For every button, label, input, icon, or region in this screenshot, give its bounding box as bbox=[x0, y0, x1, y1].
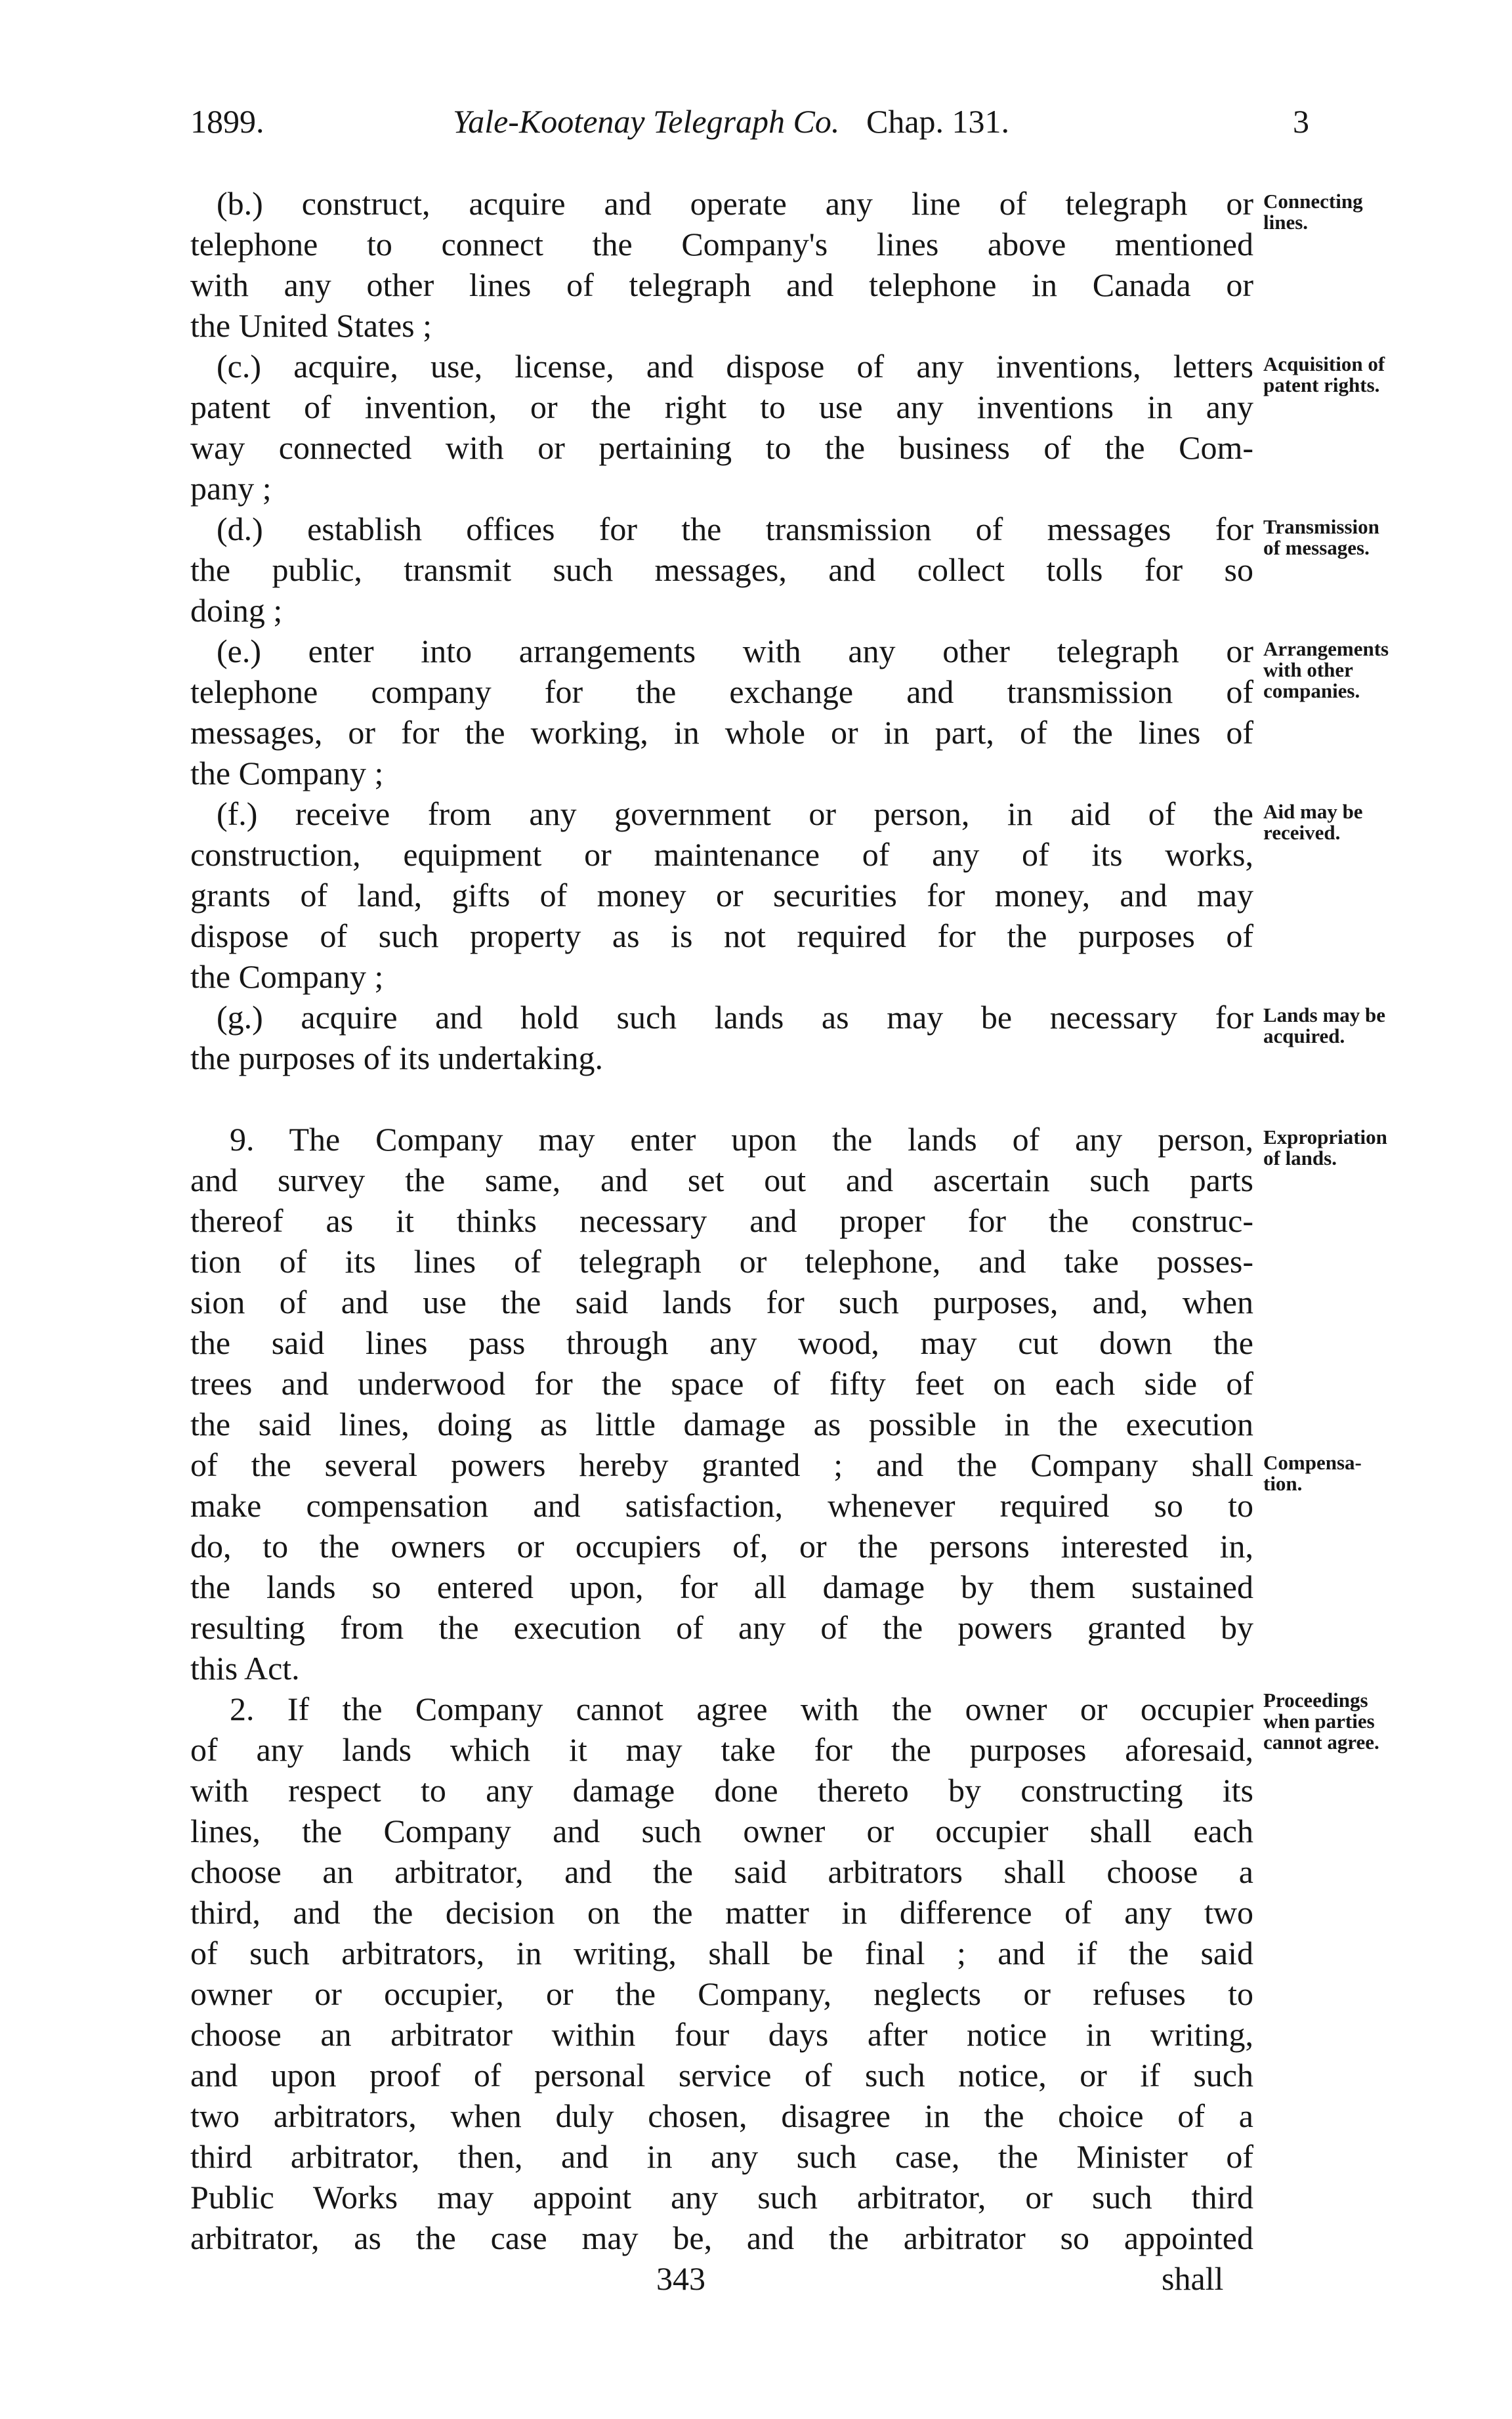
text-line: the said lines pass through any wood, may cut down the bbox=[190, 1324, 1253, 1361]
text-line: of the several powers hereby granted ; and the Company shall bbox=[190, 1446, 1253, 1483]
text-line: telephone company for the exchange and transmission of bbox=[190, 673, 1253, 710]
text-line: doing ; bbox=[190, 592, 283, 629]
text-line: with any other lines of telegraph and telephone in Canada or bbox=[190, 266, 1253, 303]
text-line: and upon proof of personal service of such notice, or if such bbox=[190, 2057, 1253, 2093]
text-line: (e.) enter into arrangements with any other telegraph or bbox=[217, 633, 1253, 669]
text-line: the said lines, doing as little damage as possible in the execution bbox=[190, 1406, 1253, 1442]
text-line: and survey the same, and set out and ascertain such parts bbox=[190, 1162, 1253, 1198]
text-line: the public, transmit such messages, and collect tolls for so bbox=[190, 551, 1253, 588]
text-line: do, to the owners or occupiers of, or the persons interested in, bbox=[190, 1528, 1253, 1565]
side-note: Proceedings when parties cannot agree. bbox=[1263, 1689, 1379, 1754]
text-line: messages, or for the working, in whole or in part, of the lines of bbox=[190, 714, 1253, 751]
text-line: thereof as it thinks necessary and proper for the construc- bbox=[190, 1202, 1253, 1239]
text-line: two arbitrators, when duly chosen, disagree in the choice of a bbox=[190, 2097, 1253, 2134]
text-line: of such arbitrators, in writing, shall be final ; and if the said bbox=[190, 1935, 1253, 1971]
side-note: Aid may be received. bbox=[1263, 800, 1363, 844]
side-note: Arrangements with other companies. bbox=[1263, 637, 1389, 702]
text-line: tion of its lines of telegraph or telephone, and take posses- bbox=[190, 1243, 1253, 1280]
side-note: Connecting lines. bbox=[1263, 190, 1363, 234]
text-line: (d.) establish offices for the transmission of messages for bbox=[217, 511, 1253, 547]
text-line: the Company ; bbox=[190, 755, 384, 791]
text-line: choose an arbitrator, and the said arbitrators shall choose a bbox=[190, 1853, 1253, 1890]
side-note: Lands may be acquired. bbox=[1263, 1003, 1386, 1047]
text-line: the lands so entered upon, for all damage by them sustained bbox=[190, 1568, 1253, 1605]
catchword: shall bbox=[1162, 2260, 1224, 2297]
text-line: telephone to connect the Company's lines above mentioned bbox=[190, 226, 1253, 263]
text-line: (b.) construct, acquire and operate any line of telegraph or bbox=[217, 185, 1253, 222]
text-line: owner or occupier, or the Company, neglects or refuses to bbox=[190, 1975, 1253, 2012]
section-9-first-line: 9. The Company may enter upon the lands of any person, bbox=[230, 1121, 1253, 1158]
text-line: third arbitrator, then, and in any such case, the Minister of bbox=[190, 2138, 1253, 2175]
text-line: resulting from the execution of any of the powers granted by bbox=[190, 1609, 1253, 1646]
running-header bbox=[190, 98, 1309, 144]
text-line: third, and the decision on the matter in difference of any two bbox=[190, 1894, 1253, 1931]
text-line: patent of invention, or the right to use any inventions in any bbox=[190, 389, 1253, 425]
text-line: (f.) receive from any government or person, in aid of the bbox=[217, 795, 1253, 832]
text-line: the purposes of its undertaking. bbox=[190, 1040, 604, 1076]
text-line: dispose of such property as is not required for the purposes of bbox=[190, 917, 1253, 954]
side-note: Transmission of messages. bbox=[1263, 515, 1379, 559]
subsection-2-first-line: 2. If the Company cannot agree with the owner or occupier bbox=[230, 1691, 1253, 1727]
text-line: trees and underwood for the space of fifty feet on each side of bbox=[190, 1365, 1253, 1402]
text-line: arbitrator, as the case may be, and the arbitrator so appointed bbox=[190, 2219, 1253, 2256]
text-line: the Company ; bbox=[190, 958, 384, 995]
folio-number: 343 bbox=[656, 2260, 705, 2297]
text-line: (c.) acquire, use, license, and dispose of any inventions, letters bbox=[217, 348, 1253, 385]
text-line: (g.) acquire and hold such lands as may be necessary for bbox=[217, 999, 1253, 1036]
text-line: sion of and use the said lands for such purposes, and, when bbox=[190, 1284, 1253, 1320]
text-line: pany ; bbox=[190, 470, 272, 507]
header-page-number: 3 bbox=[1293, 103, 1309, 140]
header-chapter: Chap. 131. bbox=[866, 103, 1010, 140]
text-line: this Act. bbox=[190, 1650, 300, 1687]
side-note: Expropriation of lands. bbox=[1263, 1125, 1387, 1169]
text-line: with respect to any damage done thereto by constructing its bbox=[190, 1772, 1253, 1809]
text-line: construction, equipment or maintenance of any of its works, bbox=[190, 836, 1253, 873]
text-line: grants of land, gifts of money or securities for money, and may bbox=[190, 877, 1253, 914]
text-line: of any lands which it may take for the purposes aforesaid, bbox=[190, 1731, 1253, 1768]
header-year: 1899. bbox=[190, 103, 264, 140]
text-line: the United States ; bbox=[190, 307, 432, 344]
text-line: Public Works may appoint any such arbitrator, or such third bbox=[190, 2179, 1253, 2216]
text-line: way connected with or pertaining to the business of the Com- bbox=[190, 429, 1253, 466]
header-title: Yale-Kootenay Telegraph Co. bbox=[453, 103, 840, 140]
text-line: choose an arbitrator within four days after notice in writing, bbox=[190, 2016, 1253, 2053]
text-line: lines, the Company and such owner or occupier shall each bbox=[190, 1813, 1253, 1849]
side-note: Compensa- tion. bbox=[1263, 1451, 1362, 1495]
side-note: Acquisition of patent rights. bbox=[1263, 352, 1385, 396]
text-line: make compensation and satisfaction, whenever required so to bbox=[190, 1487, 1253, 1524]
